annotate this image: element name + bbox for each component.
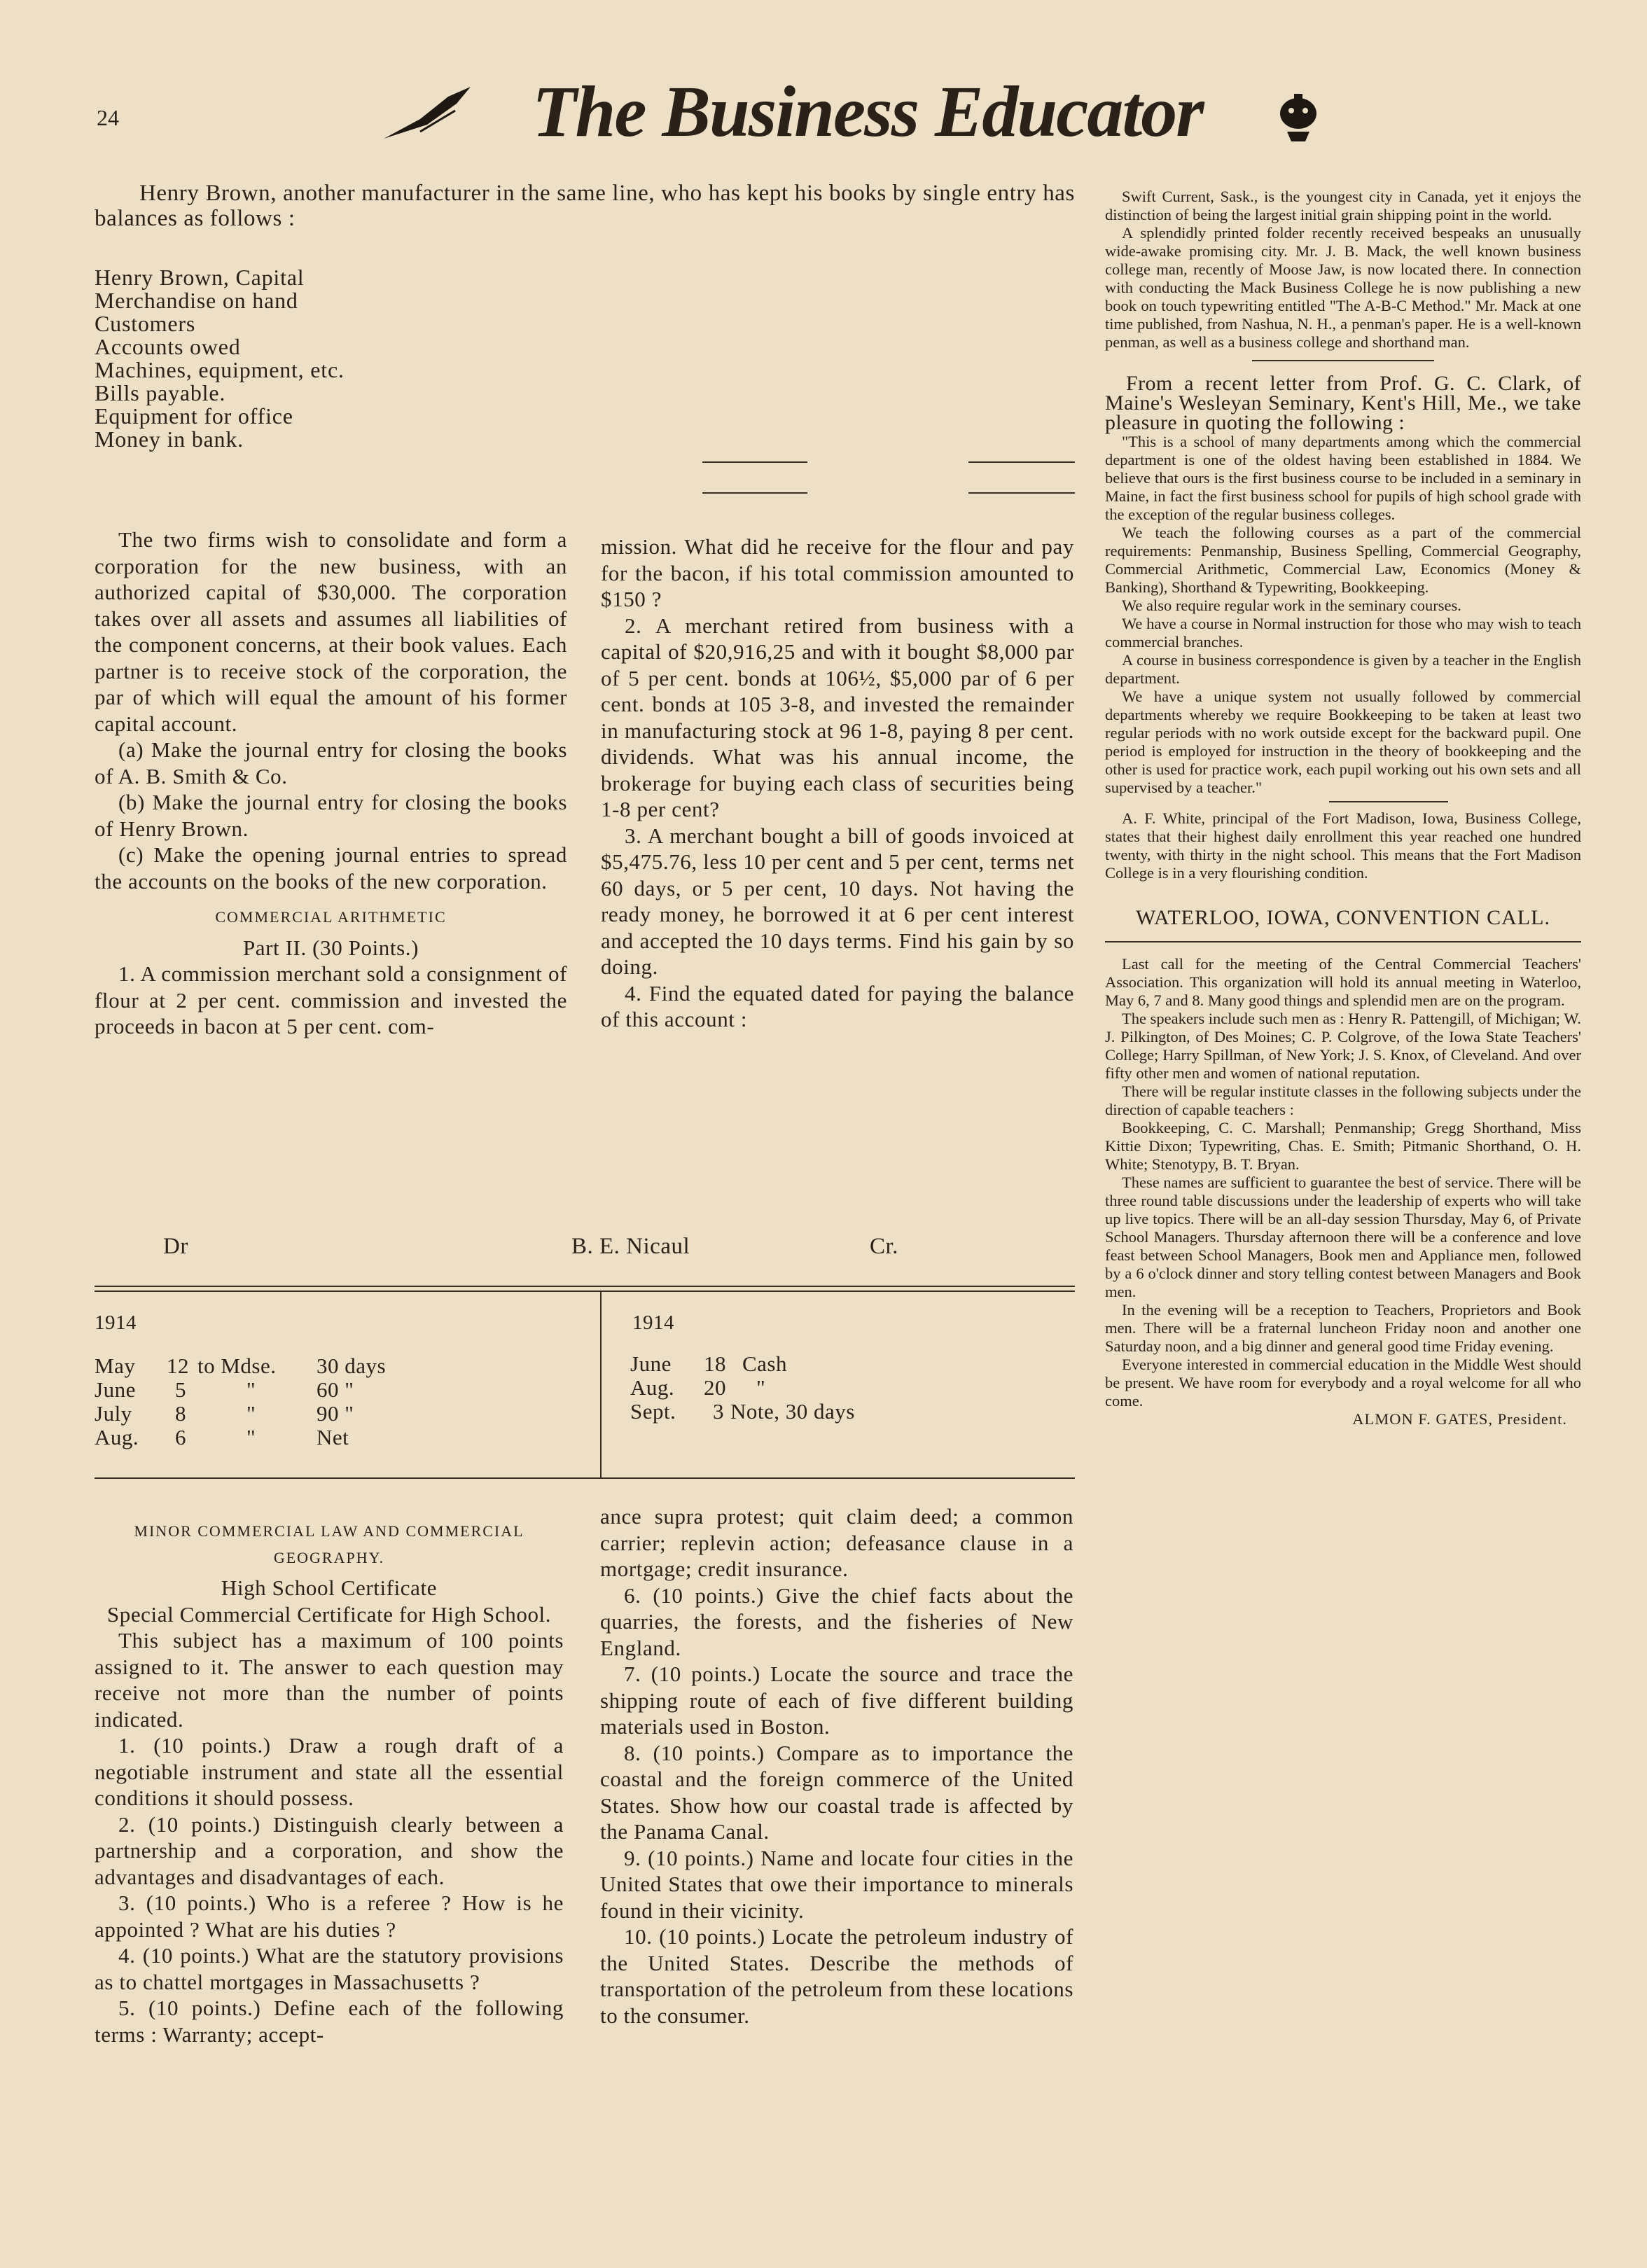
ledger-desc: Cash (742, 1351, 787, 1376)
ledger-desc: " (756, 1375, 766, 1400)
ledger-month: June (95, 1377, 136, 1402)
waterloo-paragraph-4: Bookkeeping, C. C. Marshall; Penmanship; Gregg Shorthand, Miss Kittie Dixon; Typewriting, Chas. E. Smith; Pitmanic Shorthand, O. H. White; Stenotypy, B. T. Bryan. (1105, 1119, 1581, 1173)
balance-label: Bills payable. (95, 380, 226, 405)
section-heading: COMMERCIAL ARITHMETIC (215, 908, 447, 926)
ledger-month: May (95, 1354, 136, 1378)
ledger-month: Aug. (630, 1375, 675, 1400)
wesleyan-quote-5: A course in business correspondence is given by a teacher in the English department. (1105, 651, 1581, 687)
ledger-month: July (95, 1401, 132, 1426)
ledger-top-rule-2 (95, 1290, 1075, 1292)
ledger-title: B. E. Nicaul (571, 1234, 690, 1259)
arithmetic-question-4: 4. Find the equated dated for paying the balance of this account : (601, 980, 1074, 1031)
waterloo-paragraph-1: Last call for the meeting of the Central Commercial Teachers' Association. This organization will hold its annual meeting in Waterloo, May 6, 7 and 8. Many good things and splendid men are on the program. (1105, 955, 1581, 1009)
ledger-terms: 90 " (317, 1401, 354, 1426)
waterloo-paragraph-3: There will be regular institute classes in the following subjects under the direction of capable teachers : (1105, 1083, 1581, 1118)
ledger-bottom-rule (95, 1477, 1075, 1479)
ledger-terms: 30 days (317, 1354, 387, 1378)
consolidation-paragraph: The two firms wish to consolidate and form a corporation for the new business, with an authorized capital of $30,000. The corporation takes over all assets and assumes all liabilities of the component concerns, at their book values. Each partner is to receive stock of the corporation, the par of which will equal the amount of his former capital account. (95, 527, 567, 736)
column-1-lower (95, 1512, 564, 2047)
wesleyan-intro: From a recent letter from Prof. G. C. Clark, of Maine's Wesleyan Seminary, Kent's Hill, Me., we take pleasure in quoting the following : (1105, 372, 1581, 434)
wesleyan-quote-4: We have a course in Normal instruction for those who may wish to teach commercial branches. (1105, 615, 1581, 651)
ledger-month: June (630, 1351, 672, 1376)
wesleyan-quote-3: We also require regular work in the seminary courses. (1122, 597, 1461, 614)
part-heading: Part II. (30 Points.) (242, 935, 419, 960)
arithmetic-question-1-cont: mission. What did he receive for the flour and pay for the bacon, if his total commission amounted to $150 ? (601, 534, 1074, 611)
intro-paragraph: Henry Brown, another manufacturer in the same line, who has kept his books by single entry has balances as follows : (95, 181, 1075, 231)
ledger-top-rule (95, 1286, 1075, 1287)
column-divider (1105, 941, 1581, 942)
section-heading: MINOR COMMERCIAL LAW AND COMMERCIAL GEOGRAPHY. (134, 1522, 524, 1566)
wesleyan-quote-1: "This is a school of many departments among which the commercial department is one of the oldest having been established in 1884. We believe that ours is the first business course to be included in a seminary in Maine, in fact the first business school for pupils of high school grade with the exception of the regular business colleges. (1105, 433, 1581, 523)
law-question-1: 1. (10 points.) Draw a rough draft of a negotiable instrument and state all the essential conditions it should possess. (95, 1733, 564, 1810)
arithmetic-question-1: 1. A commission merchant sold a consignment of flour at 2 per cent. commission and invested the proceeds in bacon at 5 per cent. com- (95, 961, 567, 1038)
debit-total-underline (702, 492, 807, 494)
geo-question-10: 10. (10 points.) Locate the petroleum industry of the United States. Describe the methods of transportation of the petroleum from these locations to the consumer. (600, 1924, 1073, 2028)
ledger-desc: " (246, 1425, 256, 1449)
debit-total-rule (702, 461, 807, 463)
credit-total-rule (968, 461, 1075, 463)
balance-label: Equipment for office (95, 403, 293, 429)
ledger-desc: " (246, 1401, 256, 1426)
question-c: (c) Make the opening journal entries to spread the accounts on the books of the new corporation. (95, 842, 567, 893)
column-2-lower (600, 1503, 1073, 2029)
balance-label: Customers (95, 311, 196, 336)
fort-madison-note: A. F. White, principal of the Fort Madison, Iowa, Business College, states that their highest daily enrollment this year reached one hundred twenty, with thirty in the night school. This means that the Fort Madison College is in a very flourishing condition. (1105, 809, 1581, 882)
ledger-month: Sept. (630, 1399, 676, 1424)
certificate-heading: High School Certificate (221, 1575, 438, 1600)
wesleyan-quote-6: We have a unique system not usually followed by commercial departments whereby we require Bookkeeping to be taken at least two regular periods with no work outside except for the backward pupil. One period is employed for instruction in the theory of bookkeeping and the other is used for practice work, each pupil working out his own sets and all supervised by a teacher." (1105, 688, 1581, 796)
masthead-title: The Business Educator (532, 71, 1203, 152)
arithmetic-question-3: 3. A merchant bought a bill of goods invoiced at $5,475.76, less 10 per cent and 5 per cent, terms net 60 days, or 5 per cent, 10 days. Not having the ready money, he borrowed it at 6 per cent interest and accepted the 10 days terms. Find his gain by so doing. (601, 823, 1074, 979)
quill-ornament-icon (378, 83, 476, 149)
wesleyan-quote-2: We teach the following courses as a part of the commercial requirements: Penmanship, Business Spelling, Commercial Geography, Commercial Arithmetic, Commercial Law, Economics (Money & Banking), Shorthand & Typewriting, Bookkeeping. (1105, 524, 1581, 596)
balance-label: Merchandise on hand (95, 288, 298, 313)
column-divider (1329, 801, 1448, 802)
geo-question-7: 7. (10 points.) Locate the source and trace the shipping route of each of five different building materials used in Boston. (600, 1662, 1073, 1739)
geo-question-9: 9. (10 points.) Name and locate four cities in the United States that owe their importance to minerals found in their vicinity. (600, 1845, 1073, 1923)
ledger-day: 18 (704, 1351, 726, 1376)
balance-label: Accounts owed (95, 334, 241, 359)
waterloo-paragraph-6: In the evening will be a reception to Teachers, Proprietors and Book men. There will be a fraternal luncheon Friday noon and another one Saturday noon, and a big dinner and general good time Friday evening. (1105, 1301, 1581, 1355)
swift-current-note: Swift Current, Sask., is the youngest city in Canada, yet it enjoys the distinction of being the largest initial grain shipping point in the world. (1105, 188, 1581, 223)
balance-label: Henry Brown, Capital (95, 265, 305, 290)
certificate-subheading: Special Commercial Certificate for High School. (106, 1601, 552, 1627)
ledger-desc: to Mdse. (197, 1354, 277, 1378)
question-a: (a) Make the journal entry for closing the books of A. B. Smith & Co. (95, 737, 567, 788)
column-2-upper (601, 534, 1074, 1033)
law-question-5: 5. (10 points.) Define each of the following terms : Warranty; accept- (95, 1996, 564, 2047)
ledger-desc: Note, 30 days (730, 1399, 855, 1424)
credit-total-underline (968, 492, 1075, 494)
ledger-desc: " (246, 1377, 256, 1402)
ledger-left-year: 1914 (95, 1312, 137, 1334)
ledger-terms: Net (317, 1425, 349, 1449)
mack-college-note: A splendidly printed folder recently received bespeaks an unusually wide-awake promising city. Mr. J. B. Mack, the well known business college man, recently of Moose Jaw, is now located there. In connection with conducting the Mack Business College he is now publishing a new book on touch typewriting entitled "The A-B-C Method." Mr. Mack at one time published, from Nashua, N. H., a penman's paper. He is a well-known penman, as well as a business college and shorthand man. (1105, 224, 1581, 351)
law-question-4: 4. (10 points.) What are the statutory provisions as to chattel mortgages in Massachusetts ? (95, 1943, 564, 1994)
ledger-day: 3 (713, 1399, 724, 1424)
geo-question-8: 8. (10 points.) Compare as to importance the coastal and the foreign commerce of the United States. Show how our coastal trade is affected by the Panama Canal. (600, 1740, 1073, 1844)
geo-question-6: 6. (10 points.) Give the chief facts about the quarries, the forests, and the fisheries of New England. (600, 1582, 1073, 1660)
law-question-5-cont: ance supra protest; quit claim deed; a common carrier; replevin action; defeasance clause in a mortgage; credit insurance. (600, 1504, 1073, 1581)
ledger-day: 6 (175, 1425, 186, 1449)
ledger-center-rule (600, 1291, 602, 1477)
question-b: (b) Make the journal entry for closing the books of Henry Brown. (95, 790, 567, 841)
column-1-upper (95, 527, 567, 1040)
ledger-right-year: 1914 (632, 1312, 674, 1334)
waterloo-paragraph-2: The speakers include such men as : Henry R. Pattengill, of Michigan; W. J. Pilkington, of Des Moines; C. P. Colgrove, of the Iowa State Teachers' College; Harry Spillman, of New York; J. S. Knox, of Cleveland. And over fifty other men and women of national reputation. (1105, 1010, 1581, 1082)
lamp-ornament-icon (1277, 90, 1319, 149)
balance-label: Money in bank. (95, 426, 244, 452)
waterloo-heading: WATERLOO, IOWA, CONVENTION CALL. (1136, 906, 1550, 929)
law-question-2: 2. (10 points.) Distinguish clearly between a partnership and a corporation, and show the advantages and disadvantages of each. (95, 1811, 564, 1889)
ledger-terms: 60 " (317, 1377, 354, 1402)
waterloo-paragraph-5: These names are sufficient to guarantee the best of service. There will be three round table discussions under the leadership of experts who will take up live topics. There will be an all-day session Thursday, May 6, of Private School Managers. Thursday afternoon there will be a conference and love feast between School Managers, Book men and Appliance men, followed by a 6 o'clock dinner and story telling contest between Managers and Book men. (1105, 1174, 1581, 1300)
ledger-dr-label: Dr (163, 1234, 188, 1259)
waterloo-signature: ALMON F. GATES, President. (1352, 1410, 1567, 1428)
ledger-day: 20 (704, 1375, 726, 1400)
ledger-cr-label: Cr. (870, 1234, 898, 1259)
waterloo-paragraph-7: Everyone interested in commercial education in the Middle West should be present. We have room for everybody and a royal welcome for all who come. (1105, 1356, 1581, 1410)
ledger-day: 5 (175, 1377, 186, 1402)
balance-label: Machines, equipment, etc. (95, 357, 345, 382)
ledger-day: 8 (175, 1401, 186, 1426)
ledger-month: Aug. (95, 1425, 139, 1449)
column-3 (1105, 188, 1581, 1428)
page-number: 24 (97, 105, 119, 130)
arithmetic-question-2: 2. A merchant retired from business with a capital of $20,916,25 and with it bought $8,000 par of 5 per cent. bonds at 106½, $5,000 par of 6 per cent. bonds at 105 3-8, and invested the remainder in manufacturing stock at 96 1-8, paying 8 per cent. dividends. What was his annual income, the brokerage for buying each class of securities being 1-8 per cent? (601, 613, 1074, 821)
law-question-3: 3. (10 points.) Who is a referee ? How is he appointed ? What are his duties ? (95, 1891, 564, 1942)
column-divider (1252, 360, 1434, 361)
ledger-day: 12 (167, 1354, 189, 1378)
law-intro: This subject has a maximum of 100 points assigned to it. The answer to each question may receive not more than the number of points indicated. (95, 1628, 564, 1732)
